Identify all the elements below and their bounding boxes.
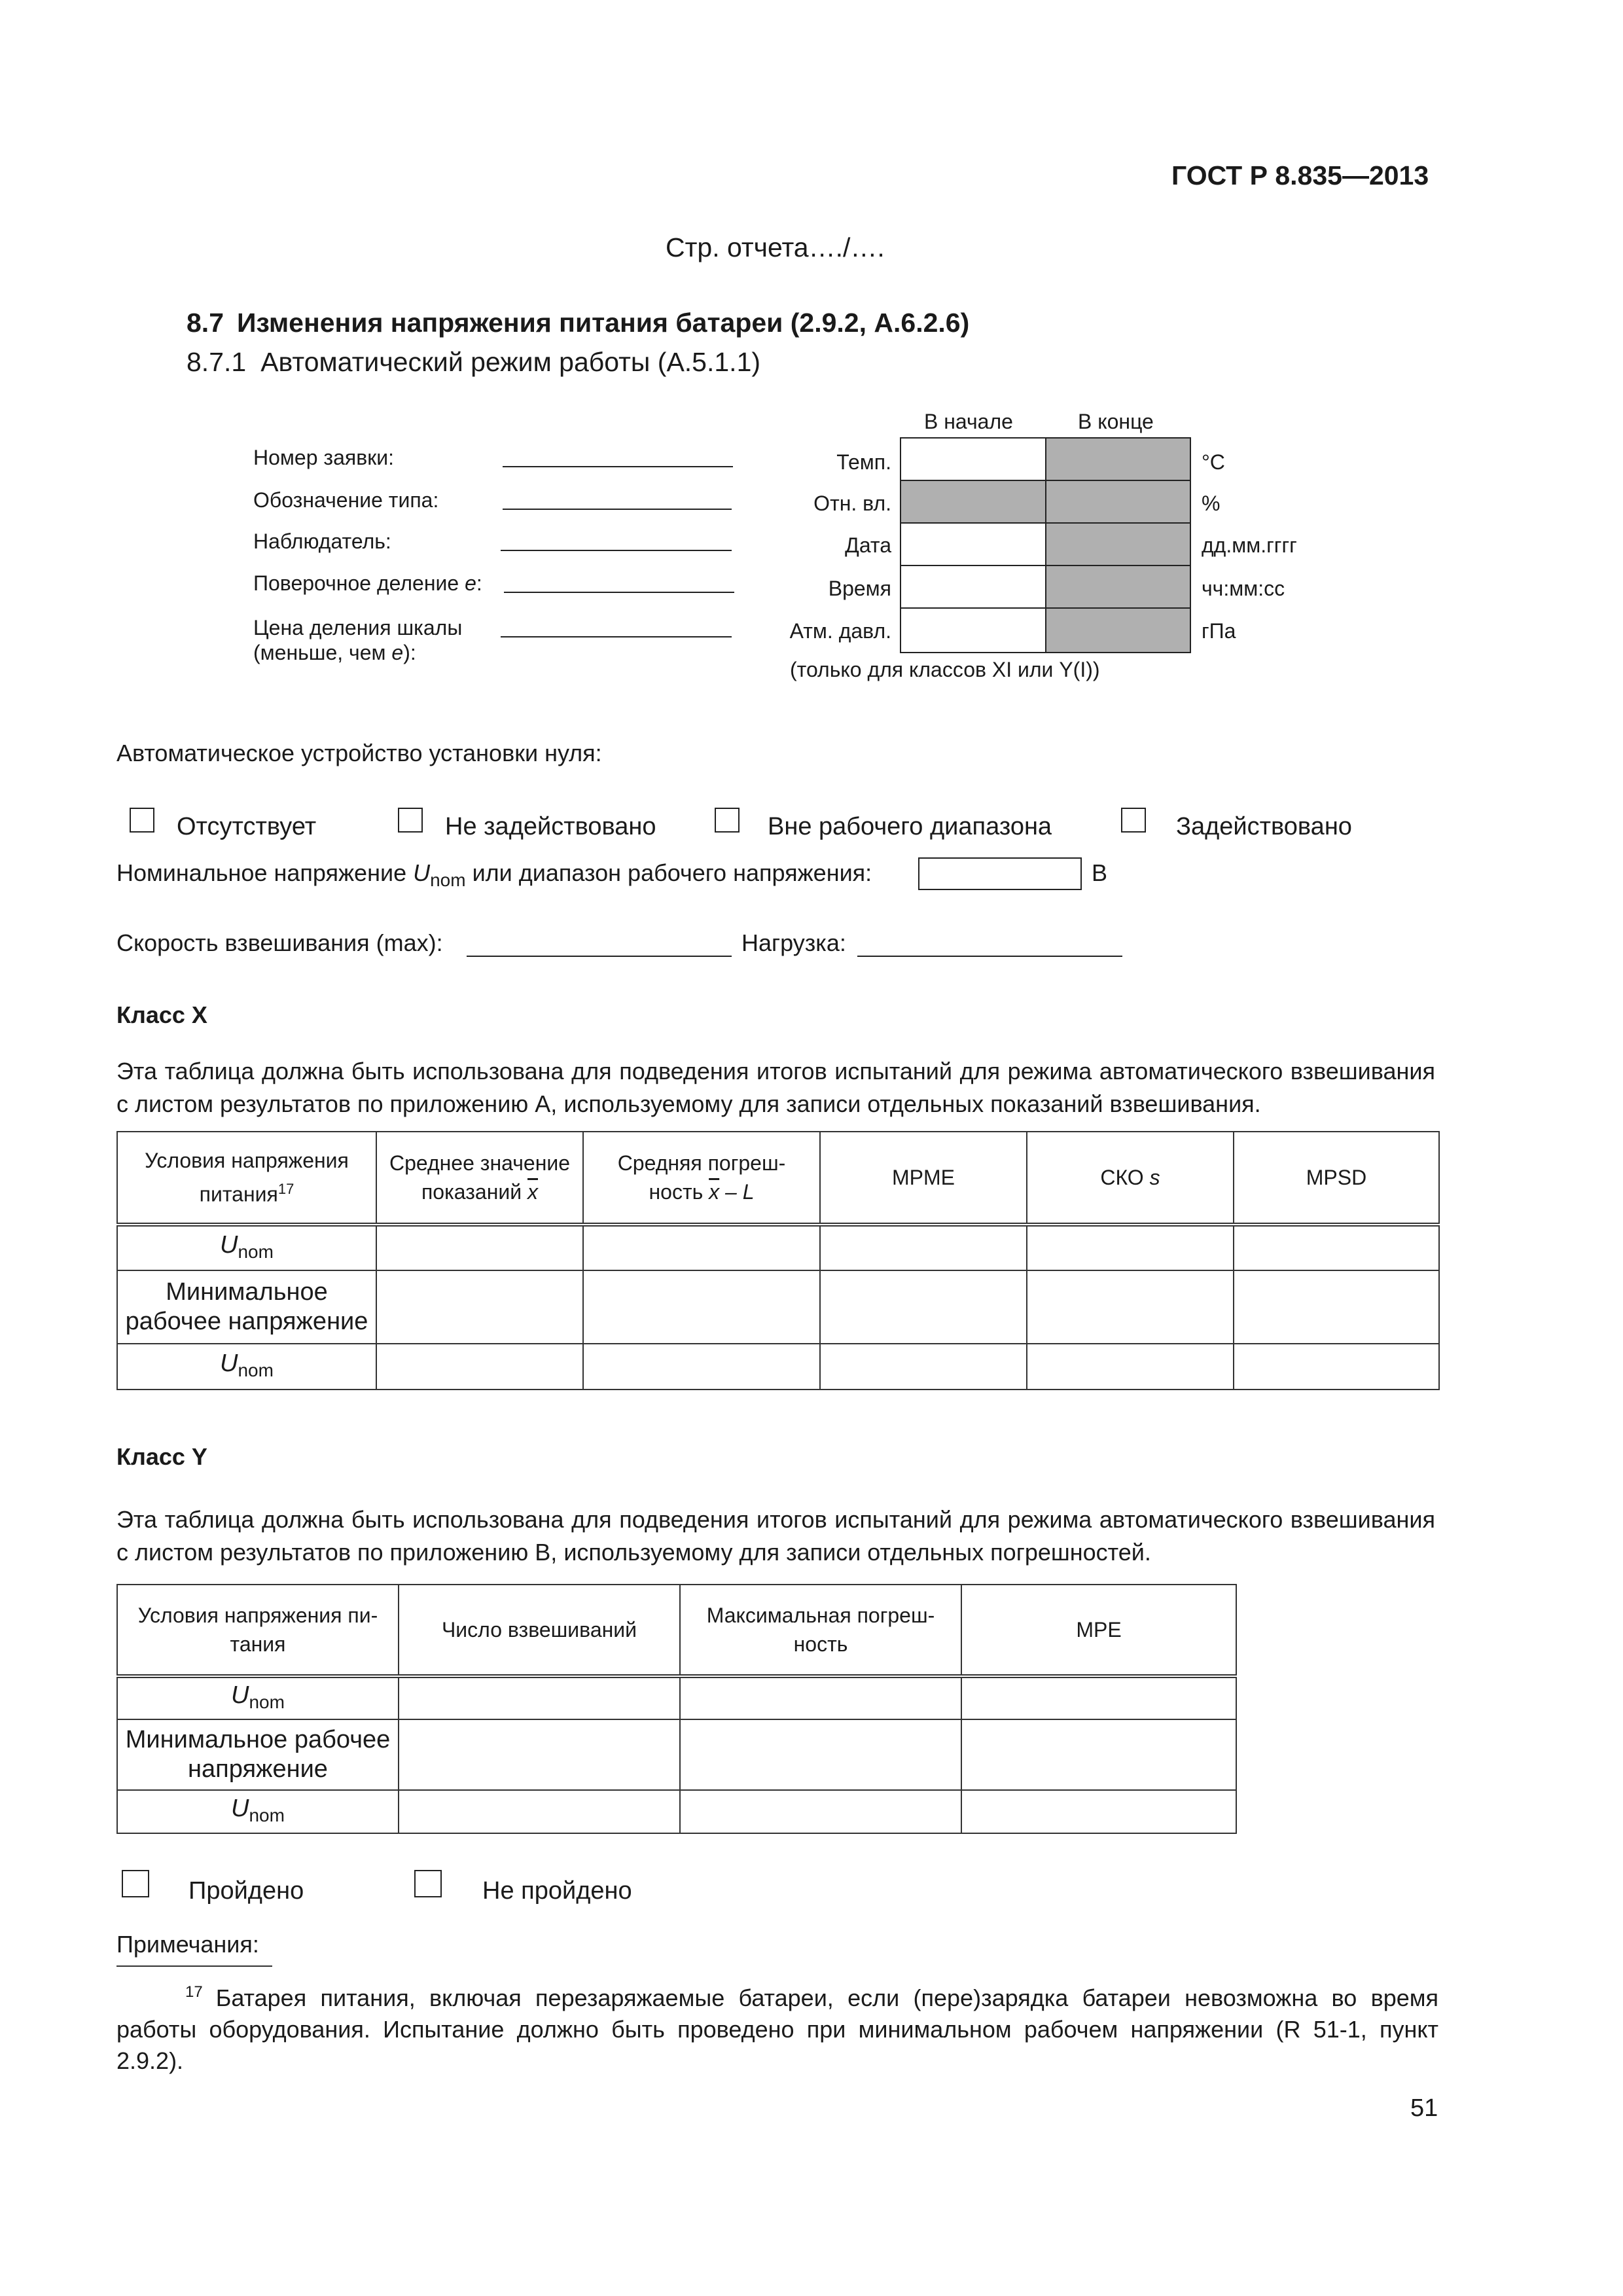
scale-interval-line2-a: (меньше, чем xyxy=(253,641,392,664)
class-x-header-mean xyxy=(376,1132,583,1225)
table-row xyxy=(117,1270,1439,1344)
class-x-row1-label xyxy=(117,1225,376,1270)
zero-engaged-checkbox[interactable] xyxy=(1121,808,1146,833)
zero-out-of-range-checkbox[interactable] xyxy=(715,808,740,833)
subsection-title xyxy=(187,347,760,378)
env-temp-start-cell[interactable] xyxy=(900,437,1046,481)
table-row xyxy=(117,1790,1236,1833)
passed-label: Пройдено xyxy=(188,1877,304,1905)
class-y-row2-line1: Минимальное рабочее xyxy=(125,1726,391,1753)
class-x-cell[interactable] xyxy=(376,1225,583,1270)
table-row xyxy=(117,1344,1439,1390)
subsection-title-text: Автоматический режим работы (А.5.1.1) xyxy=(260,347,761,377)
env-unit-date: дд.мм.гггг xyxy=(1202,533,1297,557)
class-x-header-sko-text: СКО xyxy=(1100,1166,1150,1189)
class-x-header-mpsd: MPSD xyxy=(1234,1132,1439,1225)
error-minus-l: – L xyxy=(719,1180,755,1204)
class-x-cell[interactable] xyxy=(1234,1270,1439,1344)
unom-letter: U xyxy=(220,1230,238,1259)
env-date-end-cell[interactable] xyxy=(1045,522,1191,566)
env-unit-time: чч:мм:сс xyxy=(1202,577,1285,600)
footnote-17 xyxy=(116,1977,1438,2077)
class-x-description: Эта таблица должна быть использована для подведения итогов испытаний для режима автоматического взвешивания с листом результатов по приложению А, используемому для записи отдельных показаний взвешивания. xyxy=(116,1058,1435,1117)
env-date-start-cell[interactable] xyxy=(900,522,1046,566)
unom-subscript: nom xyxy=(430,870,466,890)
class-x-cell[interactable] xyxy=(1027,1344,1234,1390)
unom-subscript: nom xyxy=(249,1691,285,1712)
env-humidity-start-cell[interactable] xyxy=(900,480,1046,524)
class-x-cell[interactable] xyxy=(583,1344,820,1390)
class-y-cell[interactable] xyxy=(961,1676,1236,1719)
class-x-cell[interactable] xyxy=(1234,1225,1439,1270)
class-x-cell[interactable] xyxy=(820,1344,1027,1390)
zero-out-of-range-label: Вне рабочего диапазона xyxy=(768,813,1052,840)
class-x-cell[interactable] xyxy=(1027,1270,1234,1344)
class-x-header-mean-line1: Среднее значение xyxy=(389,1151,571,1175)
report-page-counter: Стр. отчета…./…. xyxy=(666,232,885,262)
verification-interval-label xyxy=(253,571,482,596)
class-x-heading: Класс X xyxy=(116,1001,207,1028)
env-pressure-end-cell[interactable] xyxy=(1045,607,1191,653)
notes-label: Примечания: xyxy=(116,1931,259,1958)
class-y-header-max-error xyxy=(680,1585,961,1676)
zero-not-engaged-checkbox[interactable] xyxy=(398,808,423,833)
class-x-cell[interactable] xyxy=(376,1344,583,1390)
class-y-header-conditions-line1: Условия напряжения пи- xyxy=(137,1604,378,1627)
notes-divider xyxy=(116,1965,272,1967)
voltage-unit: В xyxy=(1092,859,1108,886)
class-y-cell[interactable] xyxy=(961,1719,1236,1790)
speed-field[interactable] xyxy=(467,956,732,957)
failed-label: Не пройдено xyxy=(482,1877,632,1905)
class-x-header-mpme: MPME xyxy=(820,1132,1027,1225)
class-x-header-error-line1: Средняя погреш- xyxy=(617,1151,786,1175)
class-x-row3-label xyxy=(117,1344,376,1390)
document-code: ГОСТ Р 8.835—2013 xyxy=(1171,160,1429,190)
zero-absent-label: Отсутствует xyxy=(177,813,317,840)
class-y-heading: Класс Y xyxy=(116,1443,207,1470)
class-x-header-mean-line2: показаний xyxy=(421,1180,528,1204)
scale-interval-line2 xyxy=(253,640,462,665)
env-label-time: Время xyxy=(828,577,891,600)
class-x-cell[interactable] xyxy=(1027,1225,1234,1270)
subsection-number: 8.7.1 xyxy=(187,347,247,377)
class-y-header-max-error-line1: Максимальная погреш- xyxy=(706,1604,935,1627)
env-time-start-cell[interactable] xyxy=(900,565,1046,609)
env-label-temperature: Темп. xyxy=(836,450,891,474)
class-x-row2-line2: рабочее напряжение xyxy=(125,1308,368,1335)
class-y-row2-label xyxy=(117,1719,399,1790)
class-y-header-count: Число взвешиваний xyxy=(399,1585,680,1676)
nominal-voltage-text-b: или диапазон рабочего напряжения: xyxy=(465,859,872,886)
application-number-label: Номер заявки: xyxy=(253,446,394,469)
env-header-start: В начале xyxy=(924,410,1013,433)
env-temp-end-cell[interactable] xyxy=(1045,437,1191,481)
env-label-pressure: Атм. давл. xyxy=(789,619,891,643)
class-y-header-max-error-line2: ность xyxy=(793,1632,848,1656)
class-x-header-row xyxy=(117,1132,1439,1225)
environment-grid xyxy=(900,437,1191,653)
x-bar-symbol-error: $\overline{x}$ xyxy=(709,1180,720,1204)
type-designation-label: Обозначение типа: xyxy=(253,488,439,512)
env-unit-pressure: гПа xyxy=(1202,619,1236,643)
unom-subscript: nom xyxy=(249,1804,285,1825)
verification-interval-colon: : xyxy=(476,571,482,595)
class-y-row3-label xyxy=(117,1790,399,1833)
class-y-header-conditions xyxy=(117,1585,399,1676)
footnote-text: Батарея питания, включая перезаряжаемые батареи, если (пере)зарядка батареи невозможна во время работы оборудования. Испытание должно быть проведено при минимальном рабочем напряжении (R 51-1, пункт 2.9.2). xyxy=(116,1984,1438,2074)
nominal-voltage-label xyxy=(116,859,872,891)
class-x-cell[interactable] xyxy=(583,1270,820,1344)
unom-letter: U xyxy=(231,1681,249,1709)
unom-symbol xyxy=(413,859,466,890)
footnote-ref-17: 17 xyxy=(277,1181,294,1198)
failed-checkbox[interactable] xyxy=(414,1870,442,1897)
env-label-humidity: Отн. вл. xyxy=(813,492,891,515)
speed-label: Скорость взвешивания (max): xyxy=(116,929,443,956)
class-x-header-conditions-line2: питания xyxy=(199,1182,278,1206)
class-x-cell[interactable] xyxy=(376,1270,583,1344)
env-label-date: Дата xyxy=(845,533,891,557)
env-header-end: В конце xyxy=(1078,410,1154,433)
zero-absent-checkbox[interactable] xyxy=(130,808,154,833)
unom-subscript: nom xyxy=(238,1359,274,1380)
verification-interval-text: Поверочное деление xyxy=(253,571,465,595)
class-y-cell[interactable] xyxy=(961,1790,1236,1833)
class-y-cell[interactable] xyxy=(399,1676,680,1719)
class-x-cell[interactable] xyxy=(1234,1344,1439,1390)
class-x-header-conditions-line1: Условия напряжения xyxy=(145,1149,349,1173)
class-x-header-error-line2: ность xyxy=(649,1180,709,1204)
unom-subscript: nom xyxy=(238,1241,274,1262)
class-y-cell[interactable] xyxy=(399,1719,680,1790)
zero-engaged-label: Задействовано xyxy=(1176,813,1352,840)
class-x-cell[interactable] xyxy=(583,1225,820,1270)
class-y-cell[interactable] xyxy=(680,1719,961,1790)
class-y-cell[interactable] xyxy=(399,1790,680,1833)
class-y-description: Эта таблица должна быть использована для подведения итогов испытаний для режима автоматического взвешивания с листом результатов по приложению В, используемому для записи отдельных погрешностей. xyxy=(116,1506,1435,1566)
zero-device-label: Автоматическое устройство установки нуля: xyxy=(116,740,602,766)
class-y-cell[interactable] xyxy=(680,1676,961,1719)
env-time-end-cell[interactable] xyxy=(1045,565,1191,609)
env-unit-humidity: % xyxy=(1202,492,1221,515)
footnote-marker: 17 xyxy=(185,1983,203,2001)
class-y-row2-line2: напряжение xyxy=(188,1755,328,1783)
section-number: 8.7 xyxy=(187,308,224,338)
class-x-cell[interactable] xyxy=(820,1270,1027,1344)
env-unit-temperature: °C xyxy=(1202,450,1225,474)
class-x-header-conditions xyxy=(117,1132,376,1225)
class-y-header-row xyxy=(117,1585,1236,1676)
class-y-row1-label xyxy=(117,1676,399,1719)
class-x-cell[interactable] xyxy=(820,1225,1027,1270)
class-y-table xyxy=(116,1584,1237,1834)
load-field[interactable] xyxy=(857,956,1122,957)
scale-interval-label xyxy=(253,615,462,665)
unom-letter: U xyxy=(220,1349,238,1377)
nominal-voltage-input[interactable] xyxy=(918,857,1082,890)
env-pressure-start-cell[interactable] xyxy=(900,607,1046,653)
class-x-row2-label xyxy=(117,1270,376,1344)
class-x-header-sko-symbol: s xyxy=(1149,1166,1160,1189)
passed-checkbox[interactable] xyxy=(122,1870,149,1897)
unom-letter: U xyxy=(231,1794,249,1822)
scale-interval-symbol: e xyxy=(391,641,404,664)
table-row xyxy=(117,1719,1236,1790)
nominal-voltage-text-a: Номинальное напряжение xyxy=(116,859,414,886)
class-y-header-mpe: MPE xyxy=(961,1585,1236,1676)
unom-letter: U xyxy=(413,859,431,886)
table-row xyxy=(117,1676,1236,1719)
table-row xyxy=(117,1225,1439,1270)
verification-interval-symbol: e xyxy=(465,571,476,595)
class-y-header-conditions-line2: тания xyxy=(230,1632,286,1656)
section-title xyxy=(187,308,969,338)
x-bar-symbol: $\overline{x}$ xyxy=(527,1180,539,1204)
class-x-table xyxy=(116,1131,1440,1390)
observer-label: Наблюдатель: xyxy=(253,529,391,553)
class-x-header-sko xyxy=(1027,1132,1234,1225)
page-number: 51 xyxy=(1410,2094,1438,2122)
class-x-header-mean-error xyxy=(583,1132,820,1225)
zero-not-engaged-label: Не задействовано xyxy=(445,813,656,840)
section-title-text: Изменения напряжения питания батареи (2.9.2, A.6.2.6) xyxy=(237,308,970,338)
load-label: Нагрузка: xyxy=(741,929,846,956)
env-class-note: (только для классов XI или Y(I)) xyxy=(790,658,1100,681)
scale-interval-line1: Цена деления шкалы xyxy=(253,616,463,639)
class-y-cell[interactable] xyxy=(680,1790,961,1833)
env-humidity-end-cell[interactable] xyxy=(1045,480,1191,524)
scale-interval-line2-b: ): xyxy=(403,641,416,664)
class-x-row2-line1: Минимальное xyxy=(166,1278,328,1306)
